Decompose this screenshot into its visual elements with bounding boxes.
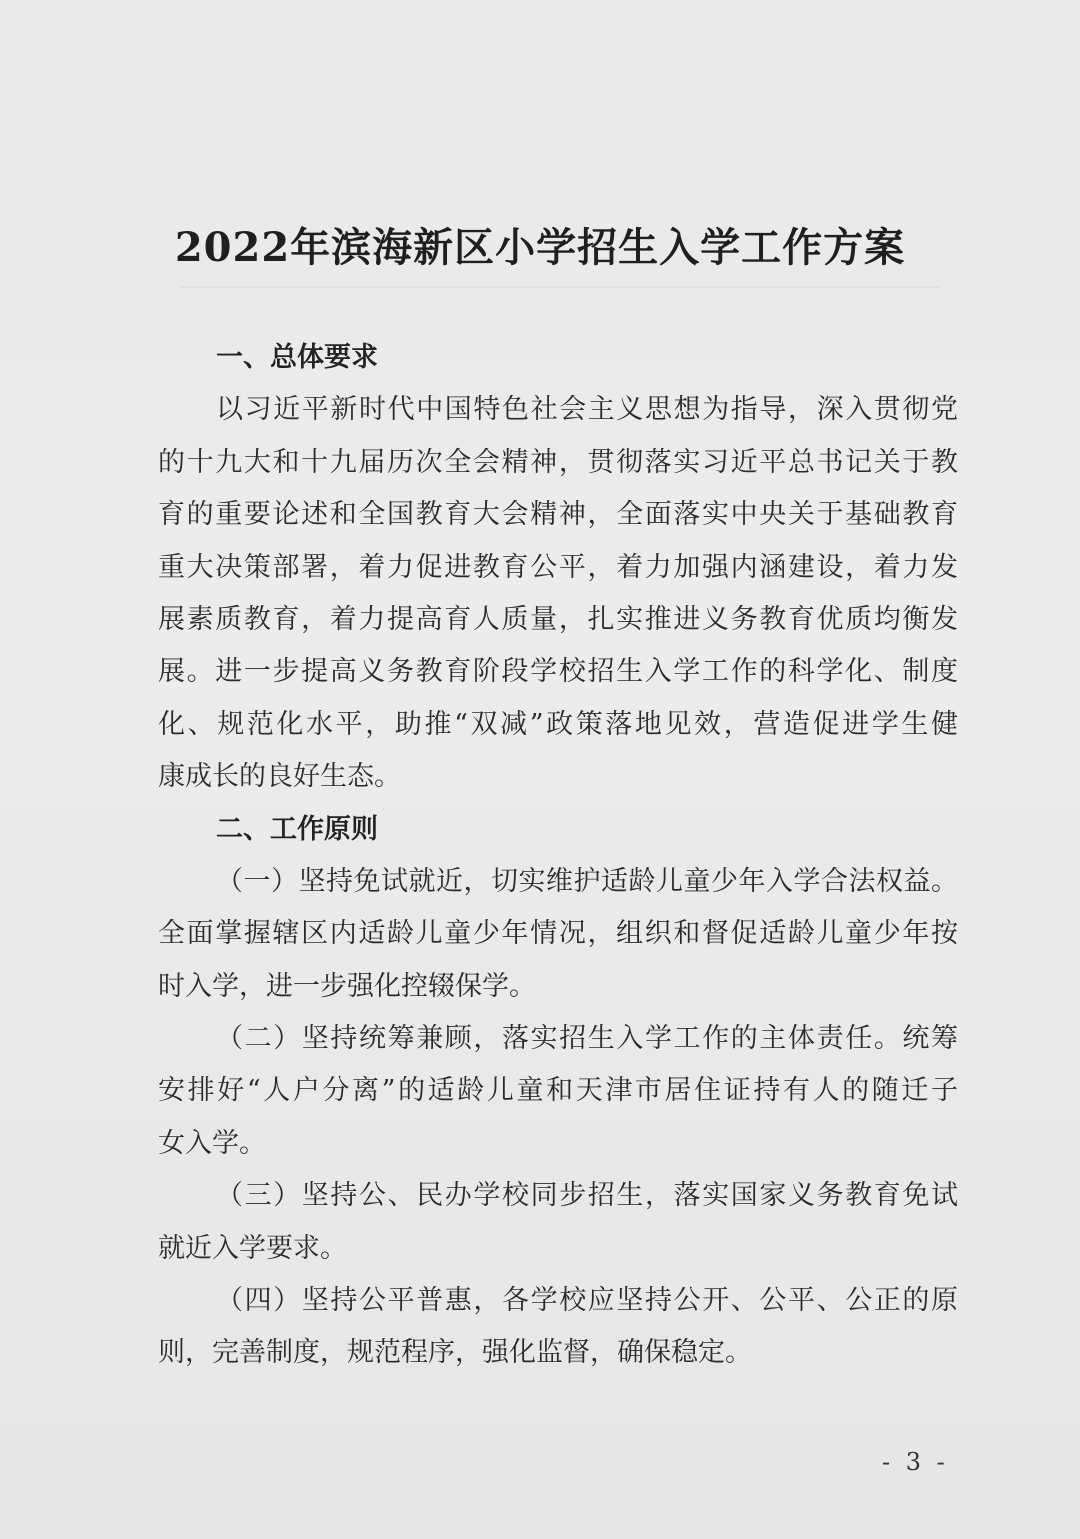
paragraph-line: 全面掌握辖区内适龄儿童少年情况，组织和督促适龄儿童少年按 [158,918,958,950]
paragraph-line: 则，完善制度，规范程序，强化监督，确保稳定。 [158,1337,752,1369]
show-through-line [180,286,940,288]
paragraph-line: 育的重要论述和全国教育大会精神，全面落实中央关于基础教育 [158,499,958,531]
paragraph-line: 康成长的良好生态。 [158,761,401,793]
paragraph-line: 重大决策部署，着力促进教育公平，着力加强内涵建设，着力发 [158,551,958,583]
paragraph-line: （四）坚持公平普惠，各学校应坚持公开、公平、公正的原 [216,1285,958,1317]
page-number: - 3 - [882,1448,949,1476]
paragraph-line: （三）坚持公、民办学校同步招生，落实国家义务教育免试 [216,1180,958,1212]
paragraph-line: （一）坚持免试就近，切实维护适龄儿童少年入学合法权益。 [216,865,958,897]
section-heading: 一、总体要求 [216,342,378,373]
paragraph-line: 女入学。 [158,1127,266,1159]
paragraph-line: 安排好“人户分离”的适龄儿童和天津市居住证持有人的随迁子 [158,1075,958,1107]
paragraph-line: 展。进一步提高义务教育阶段学校招生入学工作的科学化、制度 [158,656,958,688]
section-heading: 二、工作原则 [216,813,378,845]
document-title: 2022年滨海新区小学招生入学工作方案 [174,224,906,271]
paragraph-line: 以习近平新时代中国特色社会主义思想为指导，深入贯彻党 [216,394,958,426]
paragraph-line: 时入学，进一步强化控辍保学。 [158,970,536,1002]
paragraph-line: 化、规范化水平，助推“双减”政策落地见效，营造促进学生健 [158,708,958,740]
paragraph-line: （二）坚持统筹兼顾，落实招生入学工作的主体责任。统筹 [216,1023,958,1055]
paragraph-line: 展素质教育，着力提高育人质量，扎实推进义务教育优质均衡发 [158,603,958,635]
paragraph-line: 的十九大和十九届历次全会精神，贯彻落实习近平总书记关于教 [158,446,958,478]
paragraph-line: 就近入学要求。 [158,1232,347,1264]
document-body [158,332,958,1380]
